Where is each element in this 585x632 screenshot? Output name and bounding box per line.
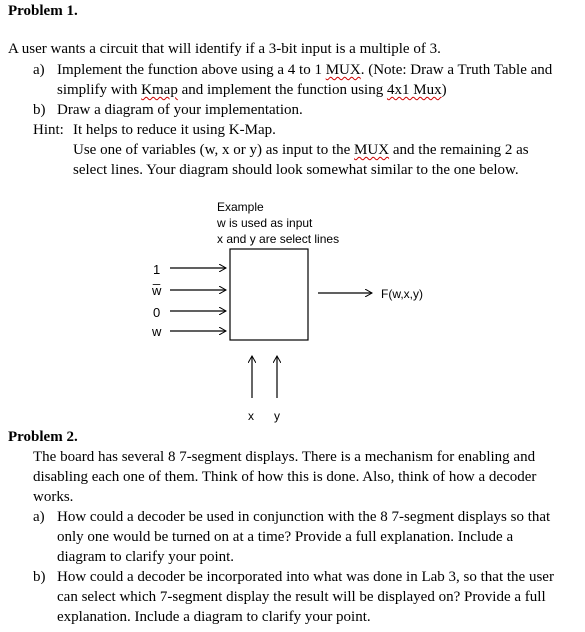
problem2-a-line3: diagram to clarify your point. — [57, 549, 235, 565]
problem2-a-line2: only one would be turned on at a time? Provide a full explanation. Include a — [57, 529, 514, 545]
diagram-caption-3: x and y are select lines — [217, 232, 340, 246]
spelling-4x1mux: 4x1 Mux — [386, 82, 442, 98]
problem1-a-marker: a) — [33, 62, 45, 78]
hint-label: Hint: — [33, 122, 64, 138]
problem2-b-line3: explanation. Include a diagram to clarify your point. — [57, 609, 371, 625]
problem1-a-line2-end: ) — [441, 82, 447, 98]
problem1-a-line2-text: simplify with — [57, 82, 142, 98]
hint-line2-text: Use one of variables (w, x or y) as input to the — [73, 142, 355, 158]
mux-box — [230, 249, 308, 340]
input-label-0: 0 — [153, 305, 161, 320]
problem2-b-marker: b) — [33, 569, 46, 585]
spelling-kmap: Kmap — [141, 82, 178, 98]
problem2-intro-1: The board has several 8 7-segment displays. There is a mechanism for enabling and — [33, 449, 536, 465]
problem2-intro-2: disabling each one of them. Think of how this is done. Also, think of how a decoder — [33, 469, 537, 485]
input-label-w: w — [152, 324, 162, 339]
select-label-x: x — [248, 409, 254, 423]
problem2-b-line2: can select which 7-segment display the result will be displayed on? Provide a full — [57, 589, 546, 605]
input-label-1: 1 — [153, 262, 161, 277]
problem1-a-line1-text: Implement the function above using a 4 to 1 — [57, 62, 326, 78]
problem2-a-line1: How could a decoder be used in conjunction with the 8 7-segment displays so that — [57, 509, 551, 525]
hint-line1: It helps to reduce it using K-Map. — [73, 122, 276, 138]
select-label-y: y — [274, 409, 280, 423]
problem1-a-line2-mid: and implement the function using — [177, 82, 387, 98]
hint-line3: select lines. Your diagram should look somewhat similar to the one below. — [73, 162, 519, 178]
input-label-wbar: w̅ — [152, 283, 162, 298]
problem2-a-marker: a) — [33, 509, 45, 525]
output-label: F(w,x,y) — [381, 287, 423, 301]
problem2-title: Problem 2. — [8, 429, 78, 445]
hint-line2-end: and the remaining 2 as — [389, 142, 529, 158]
problem1-intro: A user wants a circuit that will identify if a 3-bit input is a multiple of 3. — [8, 41, 441, 57]
problem2-b-line1: How could a decoder be incorporated into what was done in Lab 3, so that the user — [57, 569, 554, 585]
spelling-mux-hint: MUX — [354, 142, 390, 158]
problem1-b-marker: b) — [33, 102, 46, 118]
diagram-caption-2: w is used as input — [217, 216, 313, 230]
problem1-a-line1-end: . (Note: Draw a Truth Table and — [360, 62, 553, 78]
diagram-caption-1: Example — [217, 200, 264, 214]
problem1-b-text: Draw a diagram of your implementation. — [57, 102, 303, 118]
problem1-title: Problem 1. — [8, 3, 78, 19]
problem2-intro-3: works. — [33, 489, 74, 505]
spelling-mux: MUX — [325, 62, 361, 78]
